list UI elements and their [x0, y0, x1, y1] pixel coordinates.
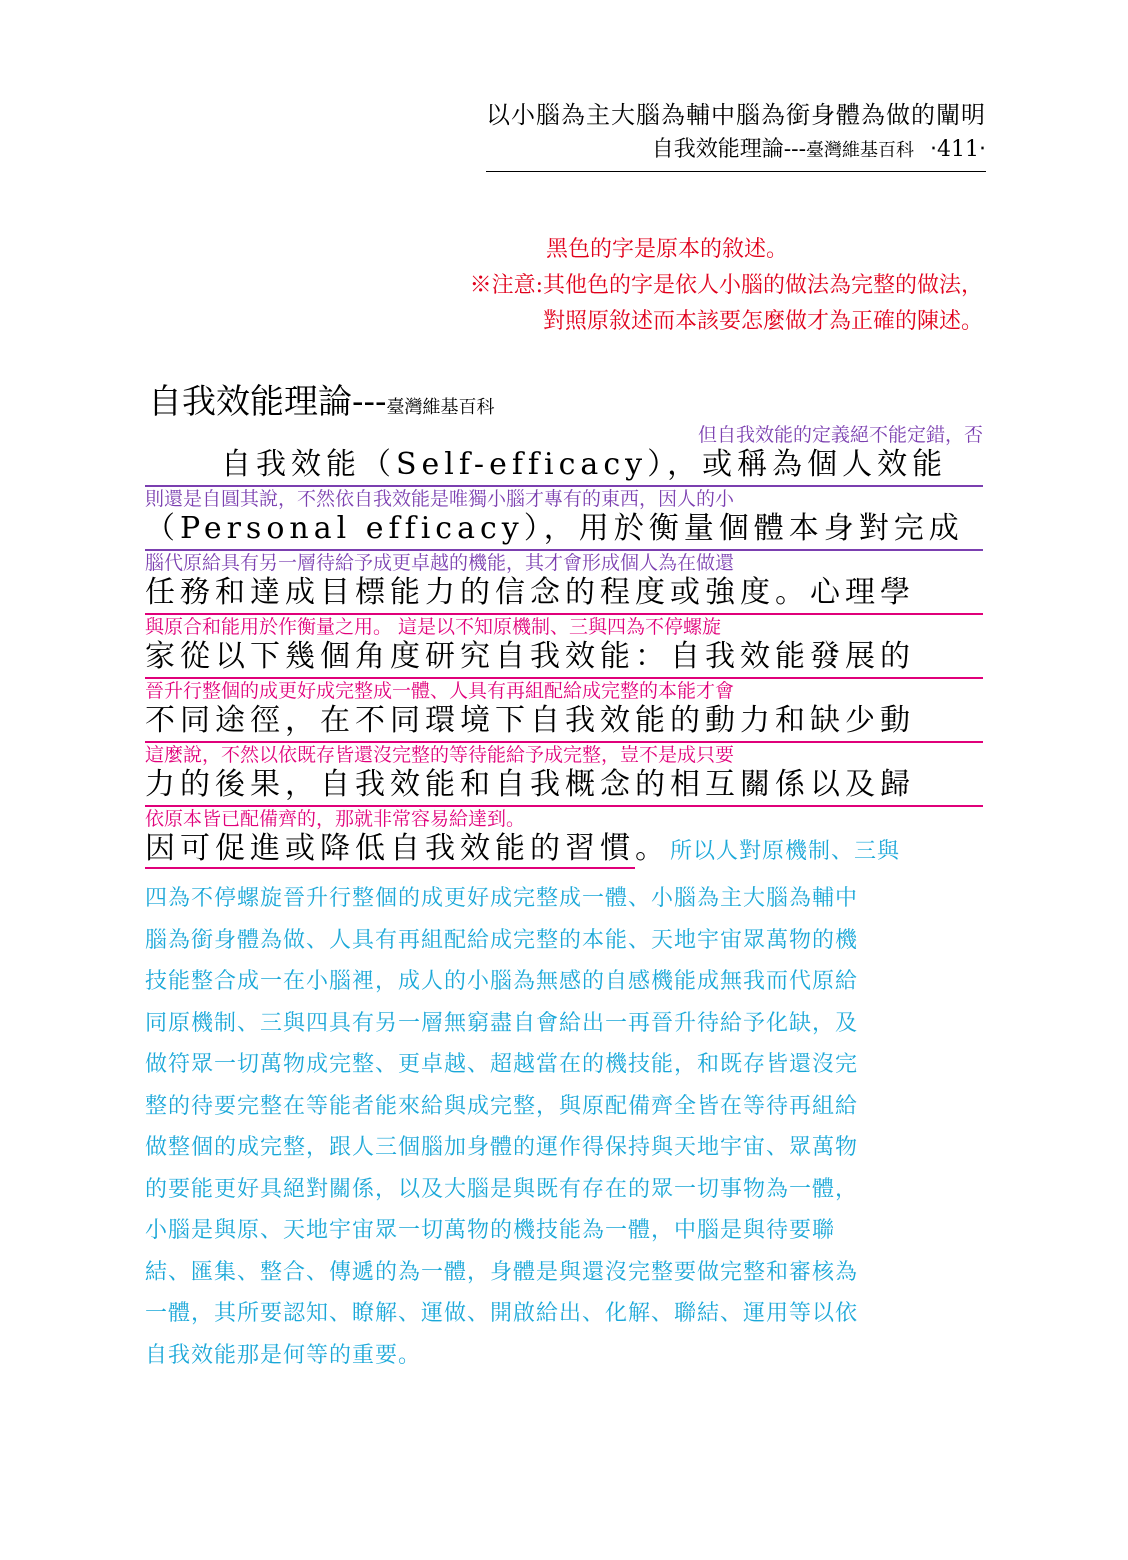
page-header [486, 98, 986, 172]
annotation-line: 則還是自圓其說，不然依自我效能是唯獨小腦才專有的東西，因人的小 [145, 488, 735, 510]
article-title-text: 自我效能理論--- [148, 382, 387, 422]
annotation-paragraph-line: 結、匯集、整合、傳遞的為一體，身體是與還沒完整要做完整和審核為 [145, 1259, 859, 1285]
original-line: 任務和達成目標能力的信念的程度或強度。心理學 [145, 575, 983, 615]
book-title: 以小腦為主大腦為輔中腦為銜身體為做的闡明 [486, 101, 986, 129]
article-body [145, 423, 983, 1376]
article-title-source: 臺灣維基百科 [386, 397, 495, 418]
note-line-2: ※注意:其他色的字是依人小腦的做法為完整的做法， [469, 273, 983, 298]
page-number: ‧411‧ [930, 137, 986, 162]
original-line: 不同途徑，在不同環境下自我效能的動力和缺少動 [145, 703, 983, 743]
annotation-paragraph-line: 腦為銜身體為做、人具有再組配給成完整的本能、天地宇宙眾萬物的機 [145, 927, 859, 953]
annotation-line: 晉升行整個的成更好成完整成一體、人具有再組配給成完整的本能才會 [145, 680, 735, 702]
annotation-paragraph-line: 做符眾一切萬物成完整、更卓越、超越當在的機技能，和既存皆還沒完 [145, 1052, 859, 1077]
annotation-paragraph [145, 878, 983, 1376]
original-line: （Personal efficacy），用於衡量個體本身對完成 [145, 511, 983, 551]
annotation-paragraph-line: 技能整合成一在小腦裡，成人的小腦為無感的自感機能成無我而代原給 [145, 969, 859, 994]
original-line-last [145, 831, 983, 872]
annotation-line: 依原本皆已配備齊的，那就非常容易給達到。 [145, 808, 526, 830]
original-text: 因可促進或降低自我效能的習慣 [145, 831, 635, 869]
original-line: 家從以下幾個角度研究自我效能：自我效能發展的 [145, 639, 983, 679]
running-head [486, 132, 986, 172]
annotation-paragraph-line: 自我效能那是何等的重要。 [145, 1342, 422, 1368]
annotation-paragraph-line: 一體，其所要認知、瞭解、運做、開啟給出、化解、聯結、運用等以依 [145, 1301, 859, 1326]
annotation-paragraph-line: 做整個的成完整，跟人三個腦加身體的運作得保持與天地宇宙、眾萬物 [145, 1135, 859, 1160]
annotation-paragraph-line: 四為不停螺旋晉升行整個的成更好成完整成一體、小腦為主大腦為輔中 [145, 886, 859, 911]
original-period: 。 [635, 831, 670, 866]
annotation-line: 這麼說，不然以依既存皆還沒完整的等待能給予成完整，豈不是成只要 [145, 744, 735, 766]
annotation-line: 與原合和能用於作衡量之用。 這是以不知原機制、三與四為不停螺旋 [145, 616, 722, 638]
running-head-source: 臺灣維基百科 [806, 140, 915, 161]
color-legend-note [470, 232, 983, 340]
original-line: 自我效能（Self-efficacy），或稱為個人效能 [145, 447, 983, 487]
original-line: 力的後果，自我效能和自我概念的相互關係以及歸 [145, 767, 983, 807]
note-line-1: 黑色的字是原本的敘述。 [545, 237, 788, 262]
annotation-paragraph-line: 小腦是與原、天地宇宙眾一切萬物的機技能為一體，中腦是與待要聯 [145, 1218, 836, 1243]
annotation-paragraph-line: 同原機制、三與四具有另一層無窮盡自會給出一再晉升待給予化缺，及 [145, 1010, 859, 1036]
note-line-3: 對照原敘述而本該要怎麼做才為正確的陳述。 [542, 309, 983, 334]
annotation-inline: 所以人對原機制、三與 [670, 839, 901, 864]
annotation-paragraph-line: 的要能更好具絕對關係，以及大腦是與既有存在的眾一切事物為一體， [145, 1176, 859, 1202]
running-head-title: 自我效能理論--- [651, 137, 807, 162]
annotation-paragraph-line: 整的待要完整在等能者能來給與成完整，與原配備齊全皆在等待再組給 [145, 1093, 859, 1119]
annotation-line: 腦代原給具有另一層待給予成更卓越的機能，其才會形成個人為在做還 [145, 552, 735, 574]
annotation-line: 但自我效能的定義絕不能定錯，否 [697, 424, 983, 446]
